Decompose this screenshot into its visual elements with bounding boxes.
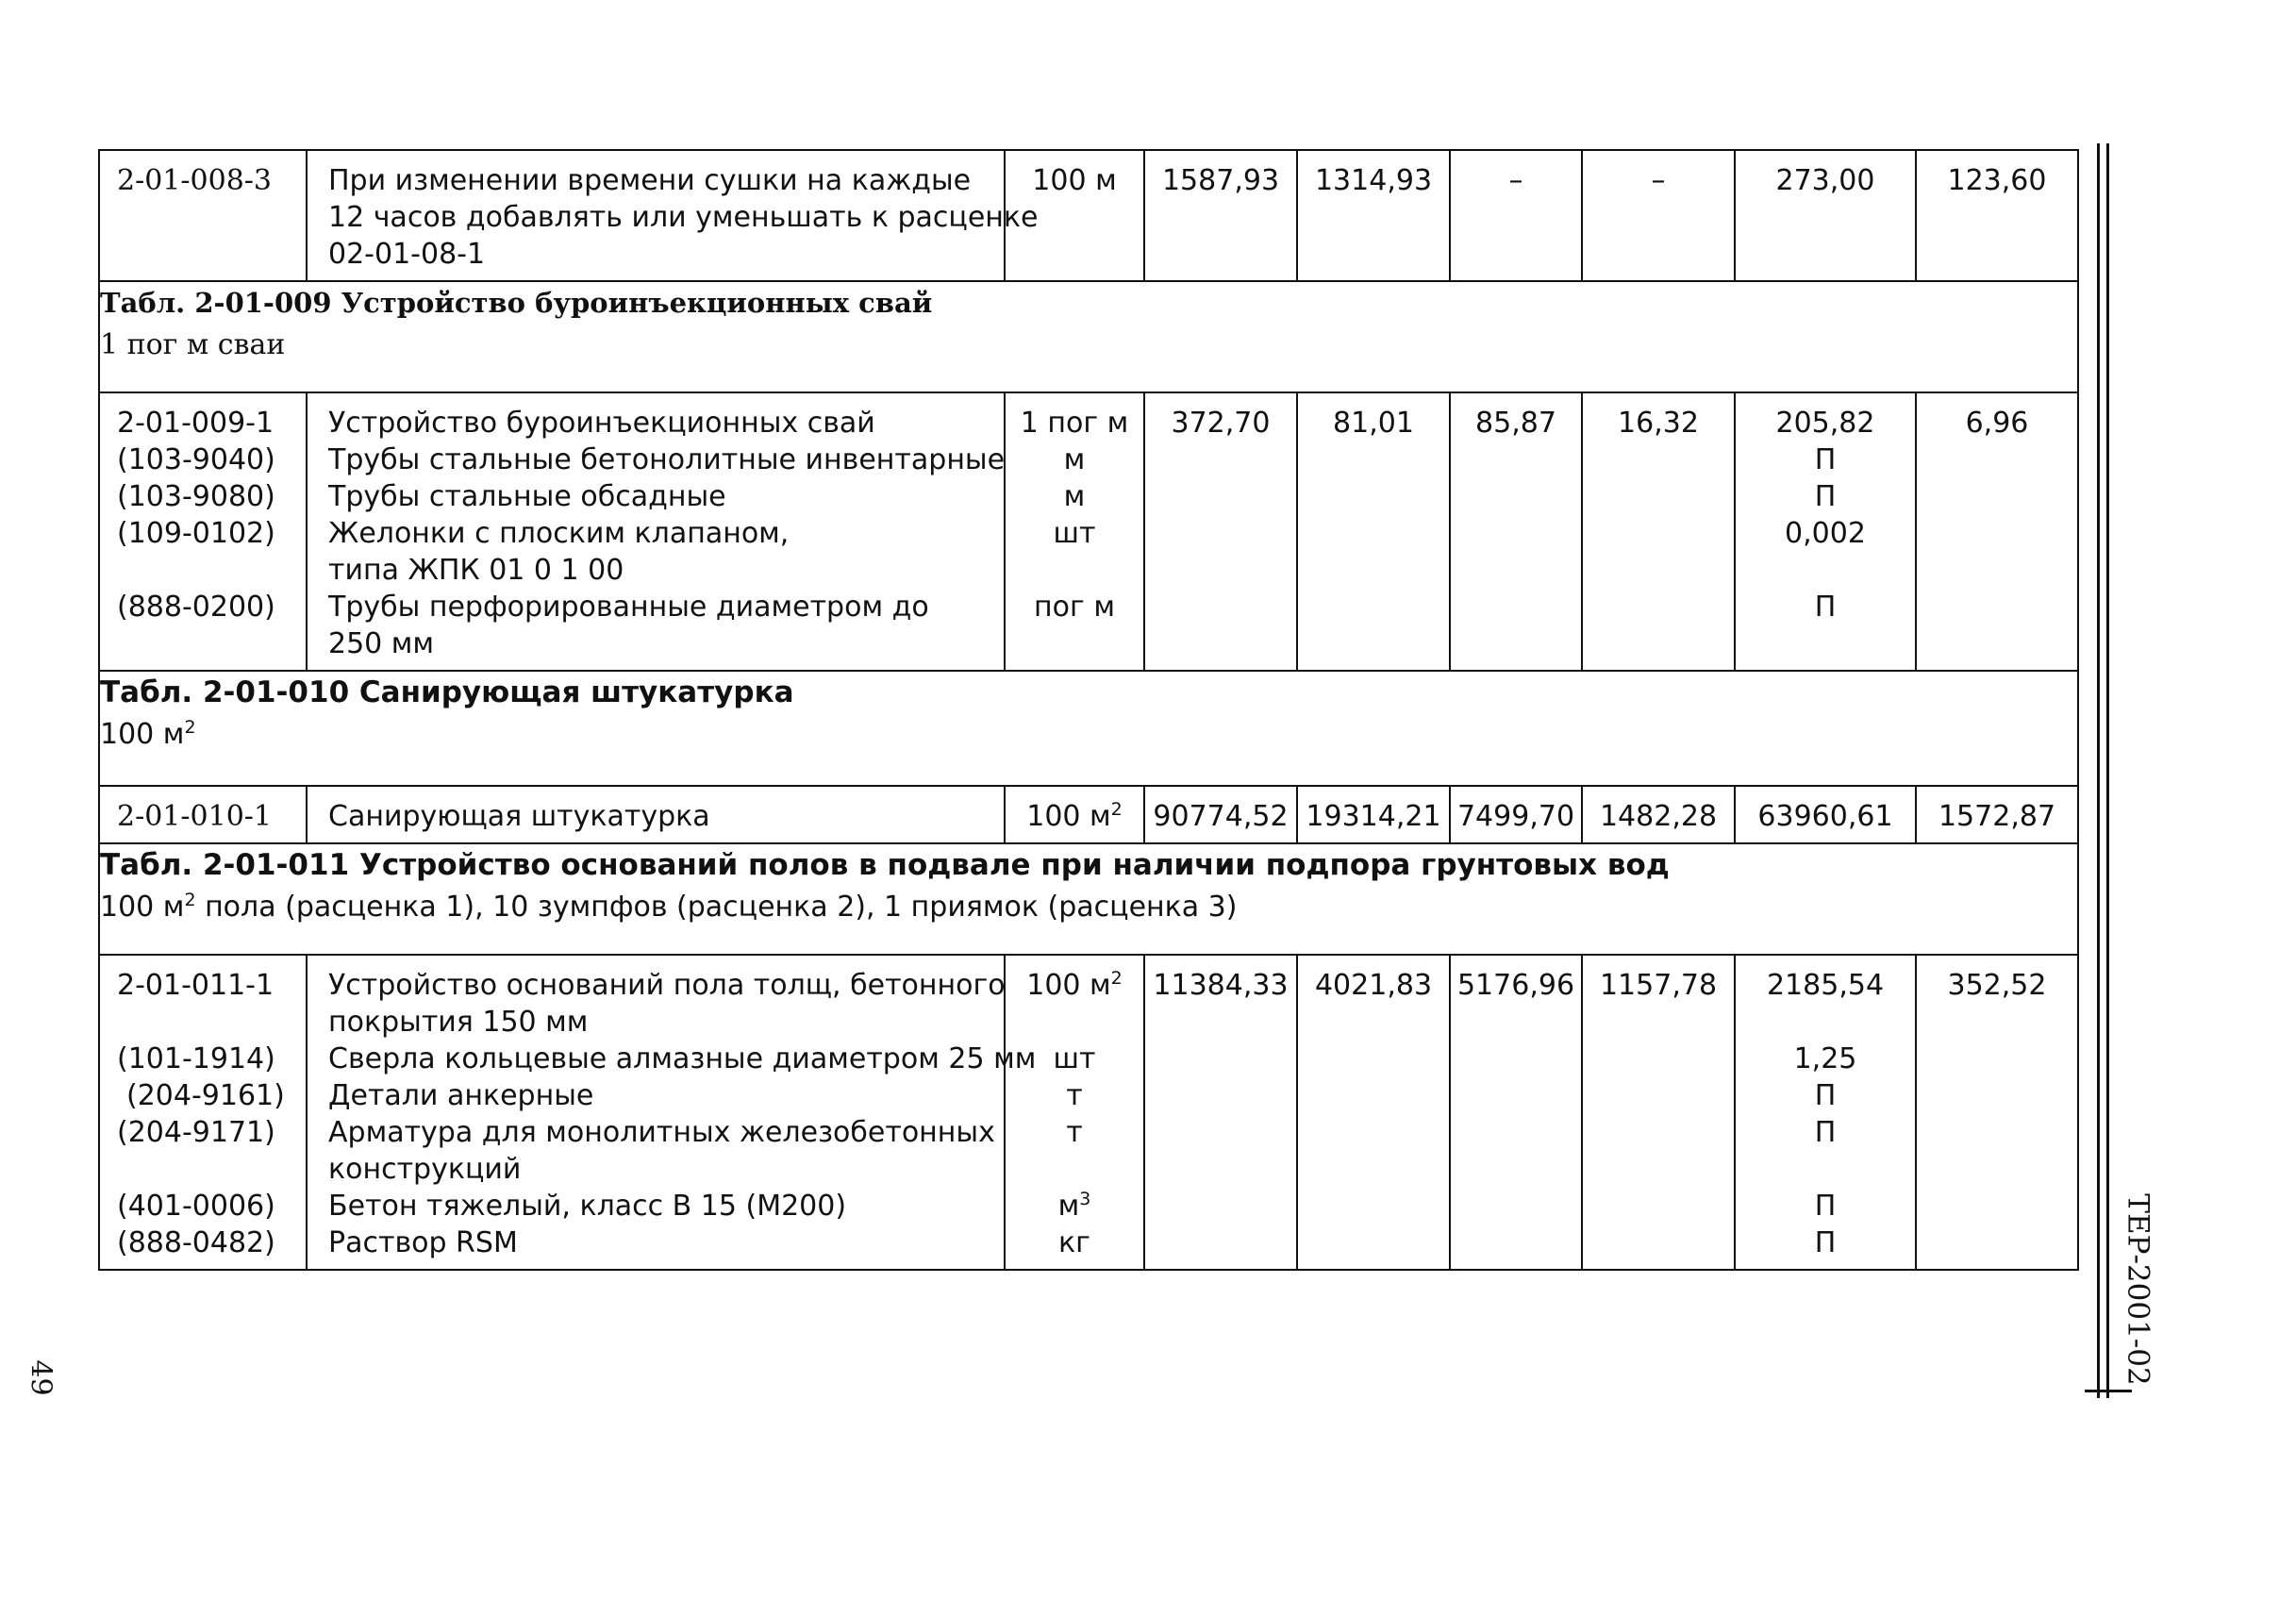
machinist-wages: 1482,28 — [1582, 786, 1735, 843]
resource-unit: шт — [1053, 517, 1096, 550]
table-header-2-01-010 — [99, 671, 2078, 786]
materials-cell — [1735, 392, 1916, 671]
table-row-2-01-008-3 — [99, 150, 2078, 281]
rate-unit-cell — [1005, 392, 1144, 671]
resource-quantity: П — [1814, 1079, 1837, 1112]
rate-name-line: Устройство оснований пола толщ, бетонного — [328, 969, 1006, 1002]
rates-table — [98, 149, 2079, 1271]
resource-name: Трубы перфорированные диаметром до — [328, 591, 929, 624]
materials-cost: 2185,54 — [1766, 969, 1885, 1002]
rate-code: 2-01-010-1 — [99, 786, 307, 843]
resource-unit: м — [1063, 480, 1086, 513]
materials-cost: 205,82 — [1775, 407, 1875, 440]
machine-operation: 85,87 — [1450, 392, 1582, 671]
document-code: ТЕР-2001-02 — [2121, 1193, 2156, 1386]
resource-code: (888-0482) — [117, 1226, 275, 1259]
margin-rule — [2097, 143, 2100, 1398]
machinist-wages: – — [1582, 150, 1735, 281]
resource-name: Раствор RSM — [328, 1226, 518, 1259]
rate-unit: 100 $м^2$ — [1026, 968, 1123, 1002]
table-row-2-01-011-1 — [99, 955, 2078, 1270]
labor-hours: 352,52 — [1916, 955, 2078, 1270]
table-row-2-01-009-1 — [99, 392, 2078, 671]
labor-hours: 123,60 — [1916, 150, 2078, 281]
resource-code: (103-9040) — [117, 443, 275, 476]
labor-hours: 1572,87 — [1916, 786, 2078, 843]
resource-name: Желонки с плоским клапаном, — [328, 517, 790, 550]
rate-name — [307, 392, 1005, 671]
resource-code: (103-9080) — [117, 480, 275, 513]
section-unit: 100 $м^2$ пола (расценка 1), 10 зумпфов (расценка 2), 1 приямок (расценка 3) — [100, 890, 1238, 924]
machinist-wages: 1157,78 — [1582, 955, 1735, 1270]
materials-cost: 273,00 — [1735, 150, 1916, 281]
resource-name: конструкций — [328, 1153, 522, 1186]
labor-wages: 1314,93 — [1297, 150, 1450, 281]
resource-unit: кг — [1058, 1226, 1090, 1259]
machine-operation: 7499,70 — [1450, 786, 1582, 843]
section-unit: 100 $м^2$ — [100, 717, 196, 751]
rate-unit: 100 м — [1005, 150, 1144, 281]
materials-cost: 63960,61 — [1735, 786, 1916, 843]
rate-code-cell — [99, 392, 307, 671]
total-cost: 11384,33 — [1144, 955, 1297, 1270]
resource-code: (204-9171) — [117, 1116, 275, 1149]
page-number: 49 — [24, 1358, 58, 1396]
total-cost: 90774,52 — [1144, 786, 1297, 843]
resource-quantity: 1,25 — [1793, 1042, 1857, 1075]
rate-unit: 100 $м^2$ — [1005, 786, 1144, 843]
rate-name-line: 02-01-08-1 — [328, 238, 486, 271]
machinist-wages: 16,32 — [1582, 392, 1735, 671]
rate-code: 2-01-011-1 — [117, 969, 275, 1002]
resource-unit: шт — [1053, 1042, 1096, 1075]
total-cost: 372,70 — [1144, 392, 1297, 671]
rate-unit: 1 пог м — [1020, 407, 1129, 440]
rate-name-line: покрытия 150 мм — [328, 1006, 589, 1039]
resource-code: (888-0200) — [117, 591, 275, 624]
resource-name: Трубы стальные бетонолитные инвентарные — [328, 443, 1006, 476]
rate-name-line: Устройство буроинъекционных свай — [328, 407, 875, 440]
margin-rule — [2106, 143, 2109, 1398]
section-title: Табл. 2-01-011 Устройство оснований полов в подвале при наличии подпора грунтовых вод — [100, 848, 1670, 882]
resource-unit: пог м — [1034, 591, 1115, 624]
resource-unit: т — [1066, 1116, 1083, 1149]
table-header-2-01-009 — [99, 281, 2078, 392]
resource-unit: т — [1066, 1079, 1083, 1112]
machine-operation: – — [1450, 150, 1582, 281]
margin-rule — [2085, 1390, 2132, 1392]
table-row-2-01-010-1 — [99, 786, 2078, 843]
resource-name: типа ЖПК 01 0 1 00 — [328, 554, 624, 587]
rate-name: Санирующая штукатурка — [307, 786, 1005, 843]
resource-name: Детали анкерные — [328, 1079, 594, 1112]
resource-name: Сверла кольцевые алмазные диаметром 25 мм — [328, 1042, 1037, 1075]
total-cost: 1587,93 — [1144, 150, 1297, 281]
resource-quantity: П — [1814, 1116, 1837, 1149]
rate-name-line: При изменении времени сушки на каждые — [328, 164, 972, 197]
rate-code: 2-01-008-3 — [99, 150, 307, 281]
rate-unit-cell — [1005, 955, 1144, 1270]
resource-name: Арматура для монолитных железобетонных — [328, 1116, 995, 1149]
materials-cell — [1735, 955, 1916, 1270]
rate-code-cell — [99, 955, 307, 1270]
rate-name-line: 12 часов добавлять или уменьшать к расценке — [328, 201, 1039, 234]
resource-quantity: П — [1814, 443, 1837, 476]
resource-quantity: П — [1814, 1190, 1837, 1223]
resource-quantity: П — [1814, 591, 1837, 624]
labor-wages: 81,01 — [1297, 392, 1450, 671]
resource-name: Трубы стальные обсадные — [328, 480, 726, 513]
labor-hours: 6,96 — [1916, 392, 2078, 671]
labor-wages: 4021,83 — [1297, 955, 1450, 1270]
resource-quantity: П — [1814, 480, 1837, 513]
section-title: Табл. 2-01-009 Устройство буроинъекционных свай — [100, 287, 933, 319]
resource-code: (204-9161) — [126, 1079, 285, 1112]
resource-name: Бетон тяжелый, класс В 15 (М200) — [328, 1190, 847, 1223]
section-unit: 1 пог м сваи — [100, 328, 286, 361]
resource-code: (401-0006) — [117, 1190, 275, 1223]
resource-quantity: 0,002 — [1785, 517, 1866, 550]
rate-code: 2-01-009-1 — [117, 407, 275, 440]
rate-name — [307, 955, 1037, 1270]
resource-code: (109-0102) — [117, 517, 275, 550]
table-header-2-01-011 — [99, 843, 2078, 955]
section-title: Табл. 2-01-010 Санирующая штукатурка — [100, 675, 794, 709]
resource-unit: м — [1063, 443, 1086, 476]
resource-code: (101-1914) — [117, 1042, 275, 1075]
labor-wages: 19314,21 — [1297, 786, 1450, 843]
resource-name: 250 мм — [328, 627, 435, 660]
resource-unit: $м^3$ — [1057, 1189, 1091, 1223]
rate-name — [307, 150, 1039, 281]
resource-quantity: П — [1814, 1226, 1837, 1259]
machine-operation: 5176,96 — [1450, 955, 1582, 1270]
